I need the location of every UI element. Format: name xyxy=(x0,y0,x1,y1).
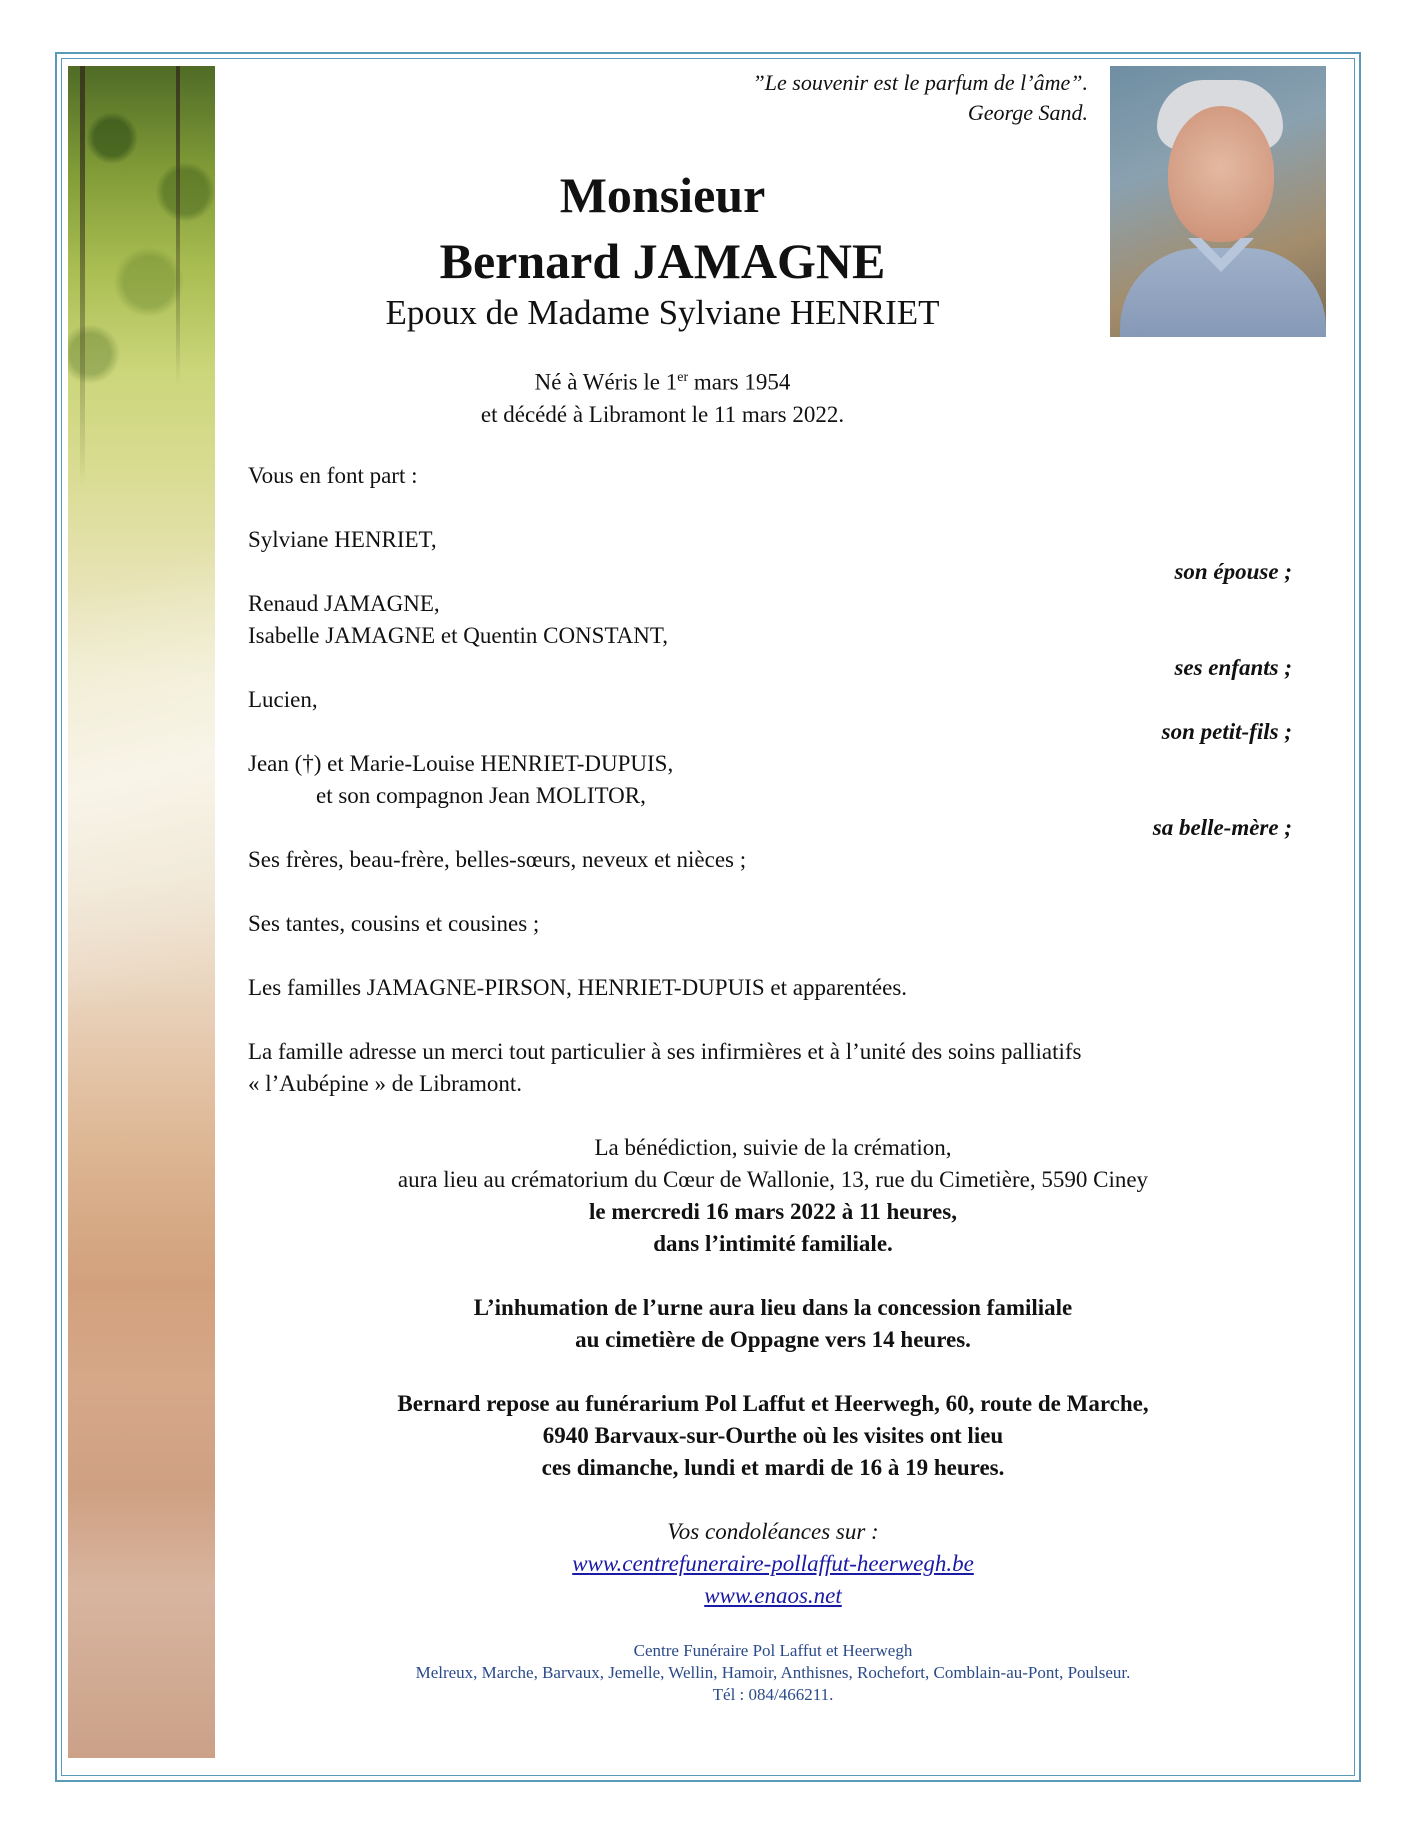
ceremony-line-2: aura lieu au crématorium du Cœur de Wallonie, 13, rue du Cimetière, 5590 Ciney xyxy=(397,1167,1149,1192)
forest-path-image xyxy=(68,66,215,1758)
condolences-link-2[interactable]: www.enaos.net xyxy=(704,1583,842,1608)
role-inlaws: sa belle-mère ; xyxy=(1152,815,1292,840)
family-families: Les familles JAMAGNE-PIRSON, HENRIET-DUPUIS et apparentées. xyxy=(248,975,908,1000)
family-thanks-1: La famille adresse un merci tout particulier à ses infirmières et à l’unité des soins palliatifs xyxy=(248,1039,1082,1064)
rest-line-3: ces dimanche, lundi et mardi de 16 à 19 heures. xyxy=(541,1455,1005,1480)
ceremony-line-3: le mercredi 16 mars 2022 à 11 heures, xyxy=(589,1199,957,1224)
ceremony-line-1: La bénédiction, suivie de la crémation, xyxy=(594,1135,952,1160)
condolences-link-1-row xyxy=(248,1548,1298,1580)
family-aunts: Ses tantes, cousins et cousines ; xyxy=(248,911,540,936)
deceased-name: Bernard JAMAGNE xyxy=(439,233,886,289)
honorific-title: Monsieur xyxy=(559,167,766,223)
life-dates xyxy=(215,362,1110,431)
spouse-line: Epoux de Madame Sylviane HENRIET xyxy=(385,293,940,332)
portrait-photo xyxy=(1110,66,1326,337)
role-wife: son épouse ; xyxy=(1174,559,1292,584)
condolences-link-1[interactable]: www.centrefuneraire-pollaffut-heerwegh.be xyxy=(572,1551,974,1576)
quote-text: ”Le souvenir est le parfum de l’âme”. xyxy=(752,70,1088,95)
footer-locations: Melreux, Marche, Barvaux, Jemelle, Wellin, Hamoir, Anthisnes, Rochefort, Comblain-au-Pont, Poulseur. xyxy=(415,1663,1131,1682)
family-thanks-2: « l’Aubépine » de Libramont. xyxy=(248,1071,523,1096)
family-intro: Vous en font part : xyxy=(248,463,418,488)
rest-line-2: 6940 Barvaux-sur-Ourthe où les visites ont lieu xyxy=(542,1423,1004,1448)
family-grandson: Lucien, xyxy=(248,687,318,712)
footer-company: Centre Funéraire Pol Laffut et Heerwegh xyxy=(633,1641,913,1660)
family-siblings: Ses frères, beau-frère, belles-sœurs, neveux et nièces ; xyxy=(248,847,747,872)
condolences-link-2-row xyxy=(248,1580,1298,1612)
footer-phone: Tél : 084/466211. xyxy=(712,1685,834,1704)
condolences-label: Vos condoléances sur : xyxy=(667,1519,879,1544)
burial-line-1: L’inhumation de l’urne aura lieu dans la concession familiale xyxy=(473,1295,1073,1320)
family-child-1: Renaud JAMAGNE, xyxy=(248,591,440,616)
ceremony-line-4: dans l’intimité familiale. xyxy=(653,1231,893,1256)
family-companion: et son compagnon Jean MOLITOR, xyxy=(316,783,646,808)
family-inlaws: Jean (†) et Marie-Louise HENRIET-DUPUIS, xyxy=(248,751,674,776)
burial-line-2: au cimetière de Oppagne vers 14 heures. xyxy=(575,1327,971,1352)
role-grandson: son petit-fils ; xyxy=(1161,719,1292,744)
family-wife: Sylviane HENRIET, xyxy=(248,527,437,552)
birth-line: Né à Wéris le 1er mars 1954 xyxy=(534,369,791,395)
role-children: ses enfants ; xyxy=(1174,655,1292,680)
rest-line-1: Bernard repose au funérarium Pol Laffut et Heerwegh, 60, route de Marche, xyxy=(397,1391,1149,1416)
family-child-2: Isabelle JAMAGNE et Quentin CONSTANT, xyxy=(248,623,668,648)
quote-block xyxy=(753,68,1088,128)
death-line: et décédé à Libramont le 11 mars 2022. xyxy=(480,401,845,427)
quote-author: George Sand. xyxy=(967,100,1088,125)
